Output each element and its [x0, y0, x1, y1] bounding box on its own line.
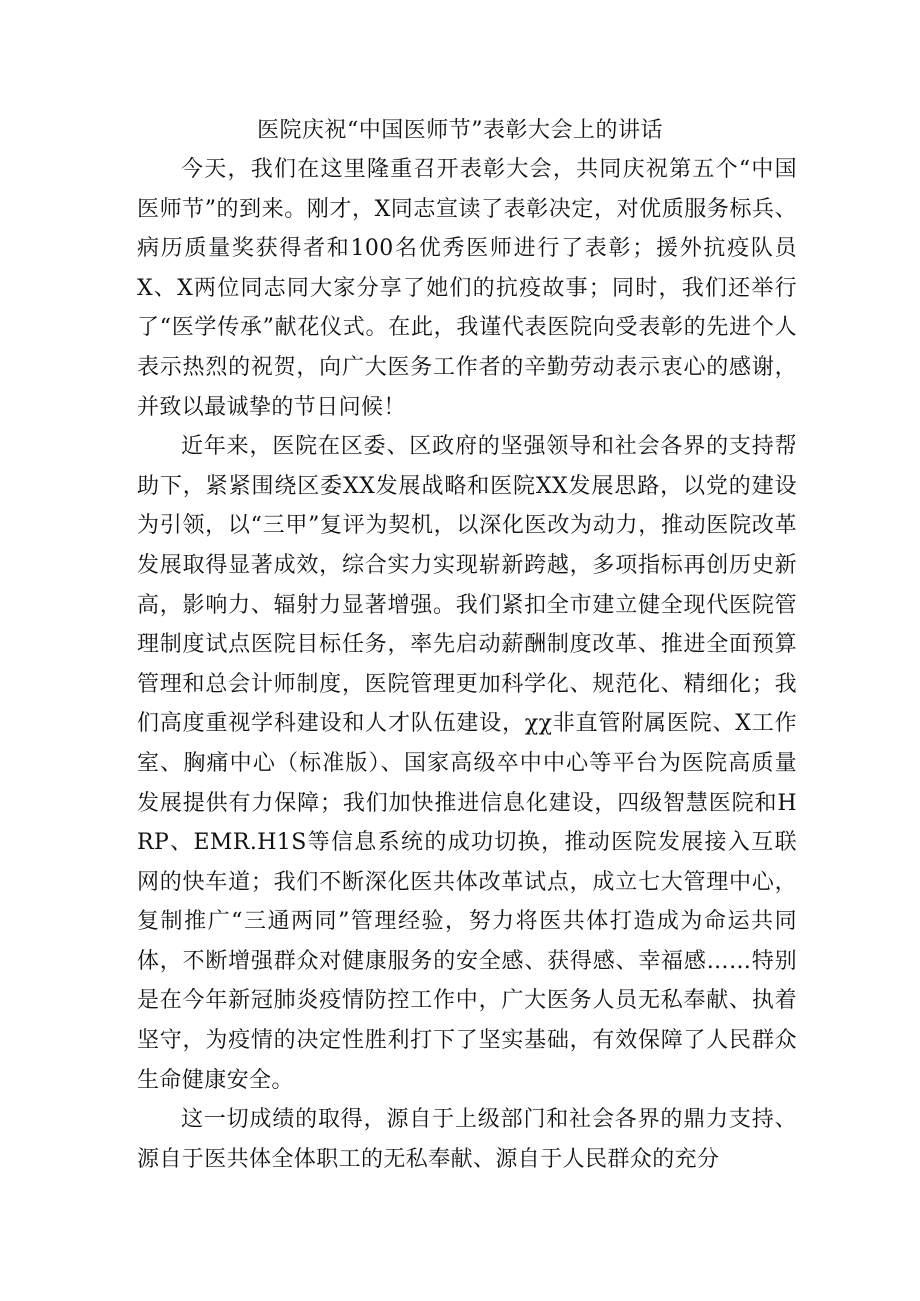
- paragraph-achievements: 近年来，医院在区委、区政府的坚强领导和社会各界的支持帮助下，紧紧围绕区委XX发展战略和医院XX发展思路，以党的建设为引领，以“三甲”复评为契机，以深化医改为动力，推动医院改革发展取得显著成效，综合实力实现崭新跨越，多项指标再创历史新高，影响力、辐射力显著增强。我们紧扣全市建立健全现代医院管理制度试点医院目标任务，率先启动薪酬制度改革、推进全面预算管理和总会计师制度，医院管理更加科学化、规范化、精细化；我们高度重视学科建设和人才队伍建设，χχ非直管附属医院、X工作室、胸痛中心（标准版）、国家高级卒中中心等平台为医院高质量发展提供有力保障；我们加快推进信息化建设，四级智慧医院和HRP、EMR.H1S等信息系统的成功切换，推动医院发展接入互联网的快车道；我们不断深化医共体改革试点，成立七大管理中心，复制推广“三通两同”管理经验，努力将医共体打造成为命运共同体，不断增强群众对健康服务的安全感、获得感、幸福感……特别是在今年新冠肺炎疫情防控工作中，广大医务人员无私奉献、执着坚守，为疫情的决定性胜利打下了坚实基础，有效保障了人民群众生命健康安全。: [137, 434, 797, 1093]
- document-body: [137, 150, 797, 1179]
- paragraph-opening: 今天，我们在这里隆重召开表彰大会，共同庆祝第五个“中国医师节”的到来。刚才，X同志宣读了表彰决定，对优质服务标兵、病历质量奖获得者和100名优秀医师进行了表彰；援外抗疫队员X、X两位同志同大家分享了她们的抗疫故事；同时，我们还举行了“医学传承”献花仪式。在此，我谨代表医院向受表彰的先进个人表示热烈的祝贺，向广大医务工作者的辛勤劳动表示衷心的感谢，并致以最诚挚的节日问候！: [137, 157, 797, 420]
- paragraph-acknowledgement: 这一切成绩的取得，源自于上级部门和社会各界的鼎力支持、源自于医共体全体职工的无私奉献、源自于人民群众的充分: [137, 1107, 797, 1172]
- document-title: 医院庆祝“中国医师节”表彰大会上的讲话: [257, 118, 663, 143]
